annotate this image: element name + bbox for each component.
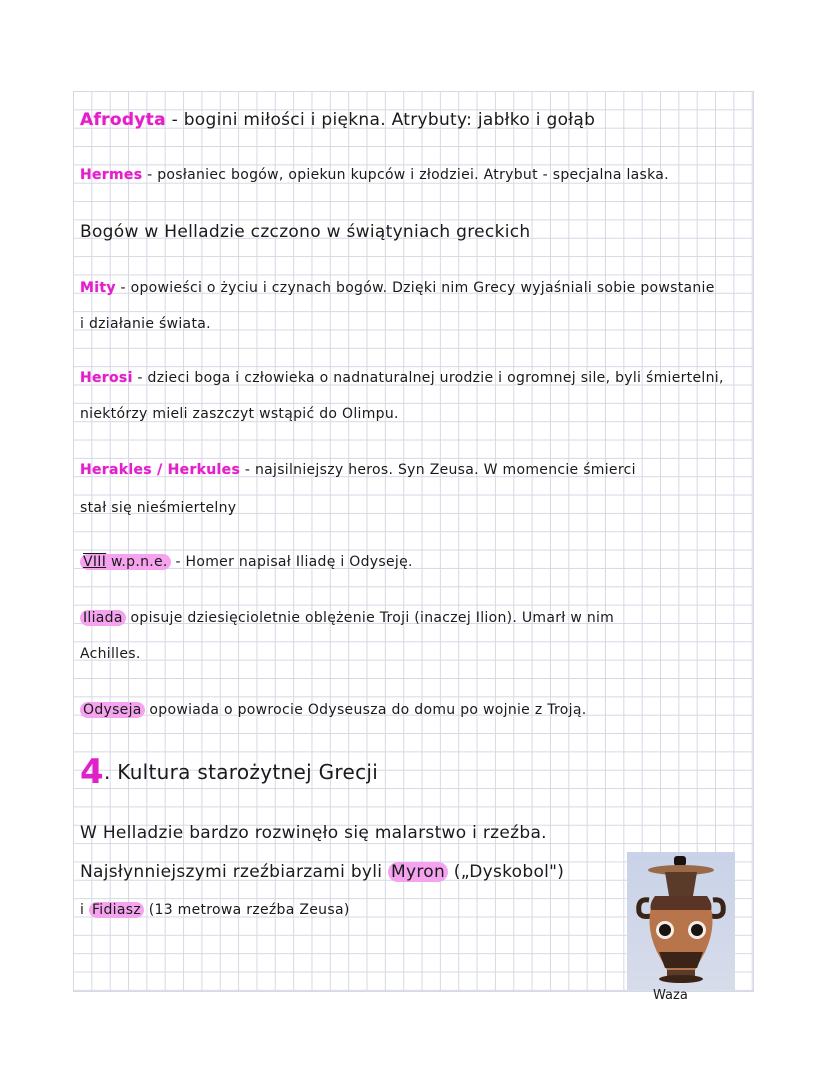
- note-afrodyta: Afrodyta - bogini miłości i piękna. Atrybuty: jabłko i gołąb: [80, 110, 596, 130]
- note-herakles-cont: stał się nieśmiertelny: [80, 500, 237, 516]
- kultura-line3: i Fidiasz (13 metrowa rzeźba Zeusa): [80, 902, 350, 918]
- highlight-myron: Myron: [388, 862, 448, 882]
- note-mity-cont: i działanie świata.: [80, 316, 211, 332]
- term-mity: Mity: [80, 280, 116, 296]
- section-number: 4: [80, 752, 104, 792]
- term-afrodyta: Afrodyta: [80, 110, 166, 130]
- note-odyseja: Odyseja opowiada o powrocie Odyseusza do domu po wojnie z Troją.: [80, 702, 586, 718]
- note-herosi-cont: niektórzy mieli zaszczyt wstąpić do Olimpu.: [80, 406, 399, 422]
- term-herakles: Herakles / Herkules: [80, 462, 241, 478]
- note-hermes: Hermes - posłaniec bogów, opiekun kupców i złodziei. Atrybut - specjalna laska.: [80, 167, 669, 183]
- highlight-fidiasz: Fidiasz: [89, 902, 144, 918]
- highlight-iliada: Iliada: [80, 610, 126, 626]
- note-iliada-cont: Achilles.: [80, 646, 141, 662]
- note-homer: VIII w.p.n.e. - Homer napisał Iliadę i Odyseję.: [80, 554, 413, 570]
- highlight-odyseja: Odyseja: [80, 702, 145, 718]
- note-bogow: Bogów w Helladzie czczono w świątyniach greckich: [80, 222, 531, 242]
- note-mity: Mity - opowieści o życiu i czynach bogów. Dzięki nim Grecy wyjaśniali sobie powstanie: [80, 280, 715, 296]
- term-herosi: Herosi: [80, 370, 133, 386]
- kultura-line2: Najsłynniejszymi rzeźbiarzami byli Myron („Dyskobol"): [80, 862, 565, 882]
- section-heading: 4. Kultura starożytnej Grecji: [80, 752, 379, 792]
- note-herakles: Herakles / Herkules - najsilniejszy heros. Syn Zeusa. W momencie śmierci: [80, 462, 636, 478]
- kultura-line1: W Helladzie bardzo rozwinęło się malarstwo i rzeźba.: [80, 823, 547, 843]
- greek-vase-image: [627, 852, 735, 990]
- term-hermes: Hermes: [80, 167, 143, 183]
- note-herosi: Herosi - dzieci boga i człowieka o nadnaturalnej urodzie i ogromnej sile, byli śmiertelni,: [80, 370, 724, 386]
- highlight-date: VIII w.p.n.e.: [80, 554, 171, 570]
- note-iliada: Iliada opisuje dziesięcioletnie oblężenie Troji (inaczej Ilion). Umarł w nim: [80, 610, 614, 626]
- image-caption: Waza: [653, 988, 688, 1003]
